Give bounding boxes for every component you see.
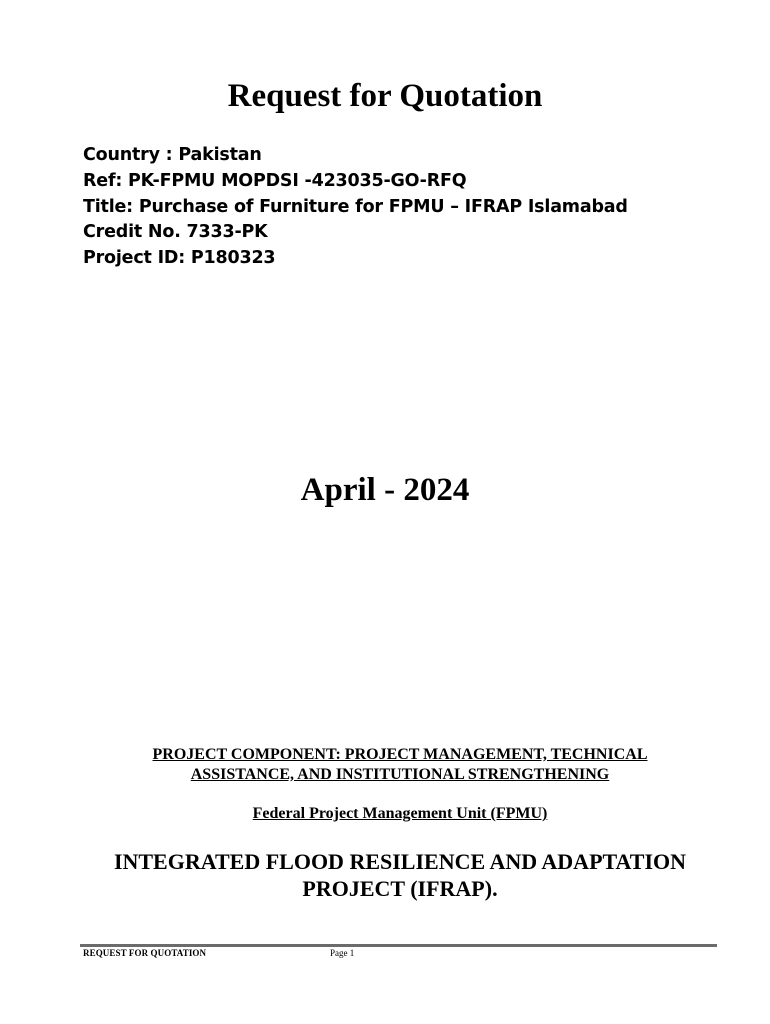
procurement-title-line: Title: Purchase of Furniture for FPMU – IFRAP Islamabad (83, 196, 628, 217)
document-details (83, 143, 628, 272)
reference-line: Ref: PK-FPMU MOPDSI -423035-GO-RFQ (83, 170, 467, 191)
project-id-line: Project ID: P180323 (83, 248, 276, 269)
management-unit: Federal Project Management Unit (FPMU) (252, 805, 548, 822)
document-title: Request for Quotation (227, 78, 543, 114)
project-name: INTEGRATED FLOOD RESILIENCE AND ADAPTATION PROJECT (IFRAP). (113, 849, 687, 901)
project-component: PROJECT COMPONENT: PROJECT MANAGEMENT, TECHNICAL ASSISTANCE, AND INSTITUTIONAL STRENGTHENING (152, 746, 648, 783)
footer-divider (80, 944, 717, 947)
credit-number-line: Credit No. 7333-PK (83, 222, 268, 243)
page-number: Page 1 (330, 948, 355, 958)
footer-label: REQUEST FOR QUOTATION (83, 948, 207, 958)
document-date: April - 2024 (300, 472, 470, 508)
country-line: Country : Pakistan (83, 145, 262, 165)
